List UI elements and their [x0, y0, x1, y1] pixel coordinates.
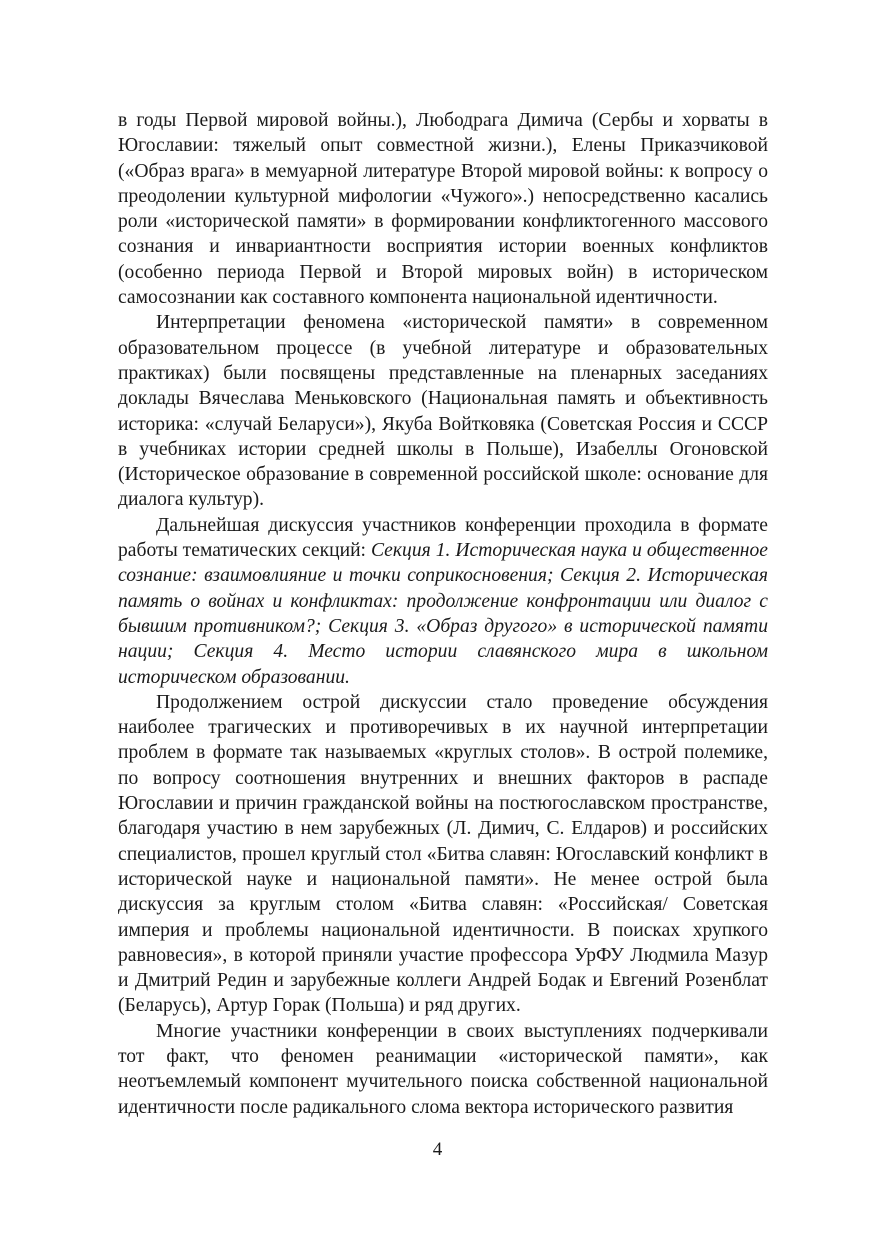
page-number: 4 [432, 1139, 443, 1160]
paragraph-3 [118, 513, 768, 690]
paragraph-3-intro: Дальнейшая дискуссия участников конференции проходила в формате работы тематических секций: [118, 514, 768, 562]
paragraph-1: в годы Первой мировой войны.), Любодрага Димича (Сербы и хорваты в Югославии: тяжелый опыт совместной жизни.), Елены Приказчиковой («Образ врага» в мемуарной литературе Второй мировой войны: к вопросу о преодолении культурной мифологии «Чужого».) непосредственно касались роли «исторической памяти» в формировании конфликтогенного массового сознания и инвариантности восприятия истории военных конфликтов (особенно периода Первой и Второй мировых войн) в историческом самосознании как составного компонента национальной идентичности. [118, 110, 768, 309]
body-text [118, 108, 768, 1120]
paragraph-4: Продолжением острой дискуссии стало проведение обсуждения наиболее трагических и противоречивых в их научной интерпретации проблем в формате так называемых «круглых столов». В острой полемике, по вопросу соотношения внутренних и внешних факторов в распаде Югославии и причин гражданской войны на постюгославском пространстве, благодаря участию в нем зарубежных (Л. Димич, С. Елдаров) и российских специалистов, прошел круглый стол «Битва славян: Югославский конфликт в исторической науке и национальной памяти». Не менее острой была дискуссия за круглым столом «Битва славян: «Российская/ Советская империя и проблемы национальной идентичности. В поисках хрупкого равновесия», в которой приняли участие профессора УрФУ Людмила Мазур и Дмитрий Редин и зарубежные коллеги Андрей Бодак и Евгений Розенблат (Беларусь), Артур Горак (Польша) и ряд других. [118, 691, 768, 1017]
paragraph-5: Многие участники конференции в своих выступлениях подчеркивали тот факт, что феномен реанимации «исторической памяти», как неотъемлемый компонент мучительного поиска собственной национальной идентичности после радикального слома вектора исторического развития [118, 1020, 768, 1118]
paragraph-3-sections-list: Секция 1. Историческая наука и общественное сознание: взаимовлияние и точки соприкосновения; Секция 2. Историческая память о войнах и конфликтах: продолжение конфронтации или диалог с бывшим противником?; Секция 3. «Образ другого» в исторической памяти нации; Секция 4. Место истории славянского мира в школьном историческом образовании. [118, 540, 768, 688]
paragraph-2: Интерпретации феномена «исторической памяти» в современном образовательном процессе (в учебной литературе и образовательных практиках) были посвящены представленные на пленарных заседаниях доклады Вячеслава Меньковского (Национальная память и объективность историка: «случай Беларуси»), Якуба Войтковяка (Советская Россия и СССР в учебниках истории средней школы в Польше), Изабеллы Огоновской (Историческое образование в современной российской школе: основание для диалога культур). [118, 312, 768, 511]
